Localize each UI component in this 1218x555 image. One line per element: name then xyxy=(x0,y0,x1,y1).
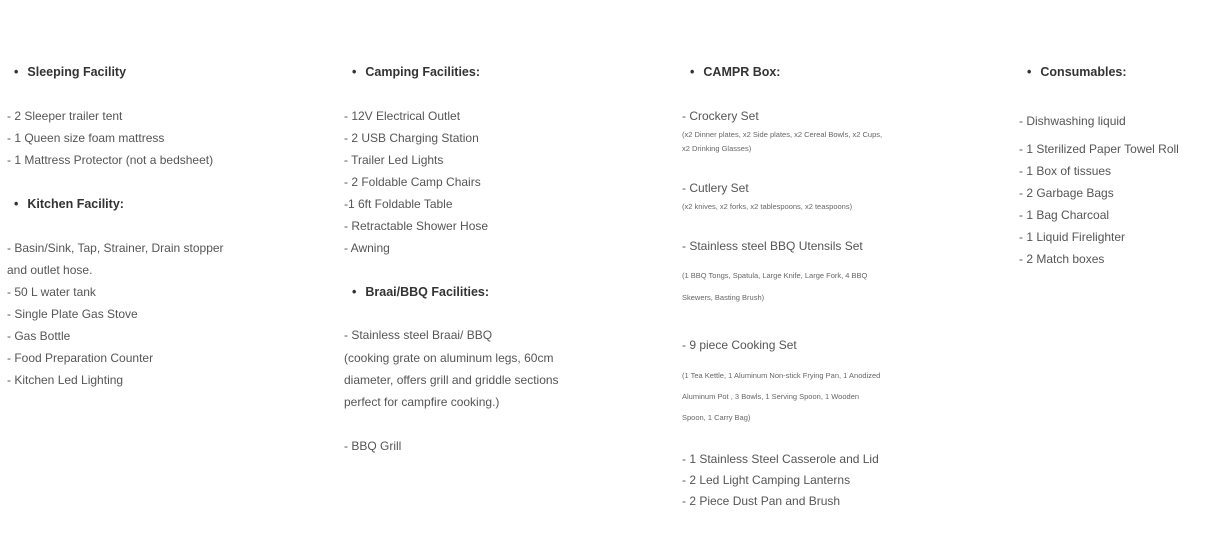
list-item-detail: (1 Tea Kettle, 1 Aluminum Non-stick Frying Pan, 1 Anodized xyxy=(682,371,881,380)
list-item: - 2 Sleeper trailer tent xyxy=(7,109,123,123)
section-heading-camping xyxy=(352,65,480,79)
list-item-title: - Cutlery Set xyxy=(682,181,749,195)
list-item: - 2 Led Light Camping Lanterns xyxy=(682,473,851,487)
list-item: - Gas Bottle xyxy=(7,329,71,343)
list-item: - Trailer Led Lights xyxy=(344,153,444,167)
list-item: - 1 Bag Charcoal xyxy=(1019,208,1110,222)
list-item-detail: (1 BBQ Tongs, Spatula, Large Knife, Large Fork, 4 BBQ xyxy=(682,271,868,280)
list-item-detail: (x2 Dinner plates, x2 Side plates, x2 Cereal Bowls, x2 Cups, xyxy=(682,130,883,139)
bullet-icon: • xyxy=(14,197,19,211)
bullet-icon: • xyxy=(1027,65,1032,79)
list-item: - Kitchen Led Lighting xyxy=(7,373,124,387)
bullet-icon: • xyxy=(352,285,357,299)
heading-text: Camping Facilities: xyxy=(365,65,480,79)
list-item: - 1 Liquid Firelighter xyxy=(1019,230,1126,244)
heading-text: Braai/BBQ Facilities: xyxy=(365,285,490,299)
list-item: - 2 USB Charging Station xyxy=(344,131,479,145)
list-item-title: - Crockery Set xyxy=(682,109,759,123)
list-item-title: - Stainless steel BBQ Utensils Set xyxy=(682,239,863,253)
bullet-icon: • xyxy=(14,65,19,79)
list-item: and outlet hose. xyxy=(7,263,93,277)
list-item: - 1 Box of tissues xyxy=(1019,164,1112,178)
heading-text: Kitchen Facility: xyxy=(27,197,124,211)
list-item: - Retractable Shower Hose xyxy=(344,219,489,233)
section-heading-kitchen xyxy=(14,197,124,211)
list-item: - 2 Piece Dust Pan and Brush xyxy=(682,494,841,508)
list-item: - 2 Garbage Bags xyxy=(1019,186,1114,200)
list-item: - Dishwashing liquid xyxy=(1019,114,1126,128)
list-item-detail: Skewers, Basting Brush) xyxy=(682,293,765,302)
section-heading-braai xyxy=(352,285,489,299)
bullet-icon: • xyxy=(352,65,357,79)
list-item: - 1 Queen size foam mattress xyxy=(7,131,165,145)
section-heading-consumables xyxy=(1027,65,1127,79)
section-heading-sleeping xyxy=(14,65,126,79)
list-item: - BBQ Grill xyxy=(344,439,402,453)
list-item-detail: Aluminum Pot , 3 Bowls, 1 Serving Spoon, 1 Wooden xyxy=(682,392,860,401)
section-heading-campr xyxy=(690,65,780,79)
list-item: - 2 Match boxes xyxy=(1019,252,1105,266)
list-item: (cooking grate on aluminum legs, 60cm xyxy=(344,351,554,365)
list-item: diameter, offers grill and griddle sections xyxy=(344,373,559,387)
list-item: - 1 Stainless Steel Casserole and Lid xyxy=(682,452,879,466)
list-item-title: - 9 piece Cooking Set xyxy=(682,338,797,352)
heading-text: CAMPR Box: xyxy=(703,65,781,79)
list-item-detail: x2 Drinking Glasses) xyxy=(682,144,752,153)
list-item: - Stainless steel Braai/ BBQ xyxy=(344,328,493,342)
list-item: - Single Plate Gas Stove xyxy=(7,307,138,321)
list-item: - Food Preparation Counter xyxy=(7,351,154,365)
list-item: - Basin/Sink, Tap, Strainer, Drain stopper xyxy=(7,241,224,255)
list-item: perfect for campfire cooking.) xyxy=(344,395,500,409)
list-item: - Awning xyxy=(344,241,390,255)
list-item: - 50 L water tank xyxy=(7,285,96,299)
list-item-detail: Spoon, 1 Carry Bag) xyxy=(682,413,751,422)
list-item: - 1 Mattress Protector (not a bedsheet) xyxy=(7,153,214,167)
bullet-icon: • xyxy=(690,65,695,79)
heading-text: Consumables: xyxy=(1040,65,1127,79)
list-item: -1 6ft Foldable Table xyxy=(344,197,453,211)
list-item: - 2 Foldable Camp Chairs xyxy=(344,175,481,189)
list-item-detail: (x2 knives, x2 forks, x2 tablespoons, x2 teaspoons) xyxy=(682,202,853,211)
list-item: - 1 Sterilized Paper Towel Roll xyxy=(1019,142,1179,156)
list-item: - 12V Electrical Outlet xyxy=(344,109,461,123)
heading-text: Sleeping Facility xyxy=(27,65,127,79)
